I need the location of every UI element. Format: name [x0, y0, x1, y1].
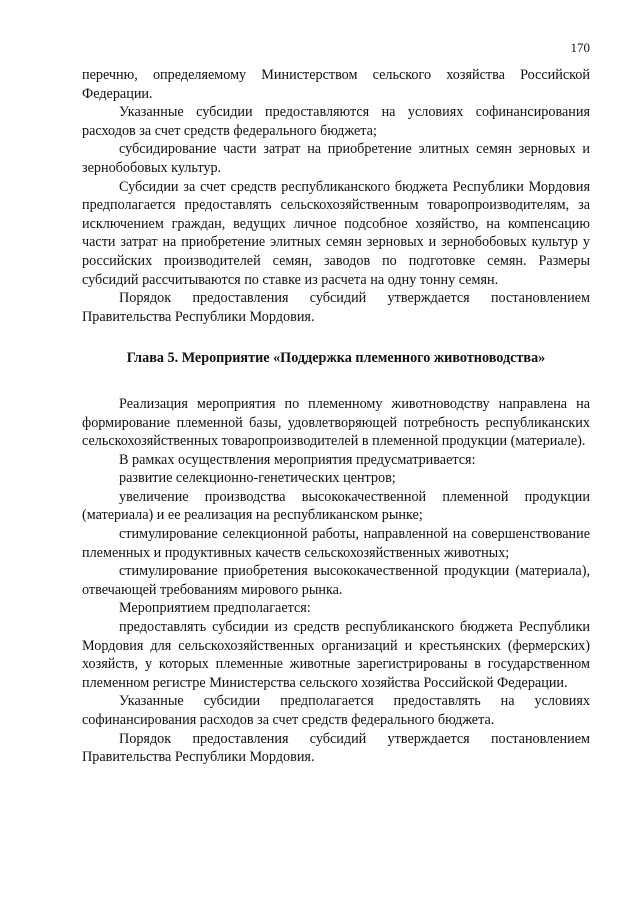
paragraph: Порядок предоставления субсидий утверждается постановлением Правительства Республики Мордовия.	[82, 290, 590, 325]
list-item: увеличение производства высококачественной племенной продукции (материала) и ее реализация на республиканском рынке;	[82, 488, 590, 524]
paragraph-continuation: перечню, определяемому Министерством сельского хозяйства Российской Федерации.	[82, 67, 590, 102]
spacer	[82, 326, 590, 349]
spacer	[82, 368, 590, 395]
paragraph: субсидирование части затрат на приобретение элитных семян зерновых и зернобобовых культур.	[82, 141, 590, 176]
paragraph: Указанные субсидии предоставляются на условиях софинансирования расходов за счет средств федерального бюджета;	[82, 104, 590, 139]
list-item: предоставлять субсидии из средств республиканского бюджета Республики Мордовия для сельскохозяйственных организаций и крестьянских (фермерских) хозяйств, у которых племенные животные зарегистрированы в государственном племенном регистре Министерства сельского хозяйства Российской Федерации.	[82, 619, 590, 691]
paragraph: Указанные субсидии предполагается предоставлять на условиях софинансирования расходов за счет средств федерального бюджета.	[82, 693, 590, 728]
paragraph: Реализация мероприятия по племенному животноводству направлена на формирование племенной базы, удовлетворяющей потребность республиканских сельскохозяйственных товаропроизводителей в племенной продукции (материале).	[82, 395, 590, 450]
list-item: стимулирование приобретения высококачественной продукции (материала), отвечающей требованиям мирового рынка.	[82, 563, 590, 598]
paragraph: Субсидии за счет средств республиканского бюджета Республики Мордовия предполагается предоставлять сельскохозяйственным товаропроизводителям, за исключением граждан, ведущих личное подсобное хозяйство, на компенсацию части затрат на приобретение элитных семян зерновых и зернобобовых культур у российских производителей семян, заводов по подготовке семян. Размеры субсидий рассчитываются по ставке из расчета на одну тонну семян.	[82, 178, 590, 288]
paragraph: Порядок предоставления субсидий утверждается постановлением Правительства Республики Мордовия.	[82, 730, 590, 766]
list-item: стимулирование селекционной работы, направленной на совершенствование племенных и продуктивных качеств сельскохозяйственных животных;	[82, 526, 590, 561]
page-number: 170	[570, 40, 590, 55]
list-item: развитие селекционно-генетических центров;	[119, 470, 396, 487]
paragraph: Мероприятием предполагается:	[119, 600, 311, 617]
paragraph: В рамках осуществления мероприятия предусматривается:	[119, 451, 476, 468]
chapter-heading: Глава 5. Мероприятие «Поддержка племенного животноводства»	[126, 350, 546, 367]
text-column	[82, 66, 590, 767]
